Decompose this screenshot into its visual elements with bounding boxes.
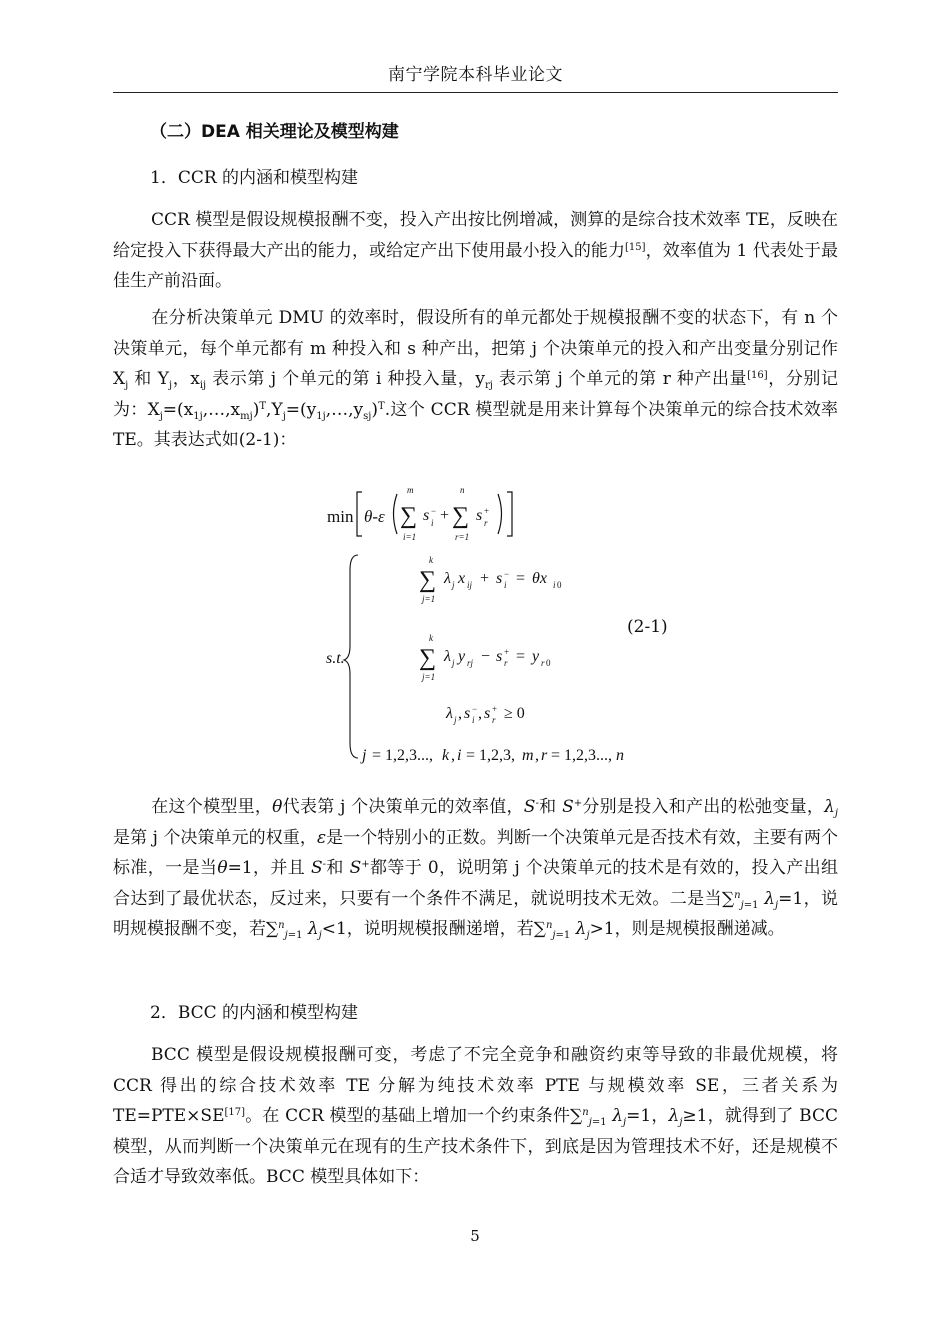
svg-text:j: j [452, 580, 455, 590]
paragraph-efficiency-criteria: 在这个模型里，θ代表第 j 个决策单元的效率值，S-和 S+分别是投入和产出的松弛变量，$\lambda_j$是第 j 个决策单元的权重，ε是一个特别小的正数。判断一个决策单元是否技术有效，主要有两个标准，一是当θ=1，并且 S-和 S+都等于 0，说明第 j 个决策单元的技术是有效的，投入产出组合达到了最优状态，反过来，只要有一个条件不满足，就说明技术无效。二是当∑$^n_{j=1}$ $\lambda_j=1$，说明规模报酬不变，若∑$^n_{j=1}$ $\lambda_j<1$，说明规模报酬递增，若∑$^n_{j=1}$ $\lambda_j>1$，则是规模报酬递减。 [113, 797, 839, 941]
svg-text:,: , [451, 747, 455, 764]
svg-text:i: i [472, 715, 475, 725]
svg-text:+: + [480, 570, 490, 587]
svg-text:−: − [481, 648, 491, 665]
st-label: s.t. [326, 650, 345, 667]
svg-text:−: − [431, 506, 437, 516]
svg-text:j=1: j=1 [422, 672, 436, 682]
svg-text:= 1,2,3,: = 1,2,3, [466, 747, 516, 764]
svg-text:s: s [496, 648, 503, 665]
svg-text:s: s [464, 705, 471, 722]
svg-text:=: = [516, 570, 526, 587]
svg-text:+: + [440, 507, 450, 524]
svg-text:k: k [429, 633, 433, 643]
svg-text:θx: θx [532, 570, 547, 587]
svg-text:x: x [458, 570, 466, 587]
svg-text:j: j [362, 747, 367, 764]
paragraph-ccr-definition: CCR 模型是假设规模报酬不变，投入产出按比例增减，测算的是综合技术效率 TE，反映在给定投入下获得最大产出的能力，或给定产出下使用最小投入的能力[15]，效率值为 1 代表处于最佳生产前沿面。 [113, 210, 838, 291]
svg-text:y: y [458, 648, 466, 665]
svg-text:i: i [553, 580, 556, 590]
svg-text:−: − [504, 569, 510, 579]
svg-text:+: + [484, 506, 490, 516]
svg-text:k: k [442, 747, 450, 764]
svg-text:i: i [431, 518, 434, 528]
svg-text:0: 0 [557, 580, 562, 590]
svg-text:i=1: i=1 [403, 532, 417, 542]
subsection-title-ccr: 1．CCR 的内涵和模型构建 [150, 168, 359, 188]
svg-text:λ: λ [444, 570, 451, 587]
svg-text:s: s [496, 570, 503, 587]
header-divider [113, 92, 838, 93]
svg-text:s: s [476, 507, 483, 524]
svg-text:λ: λ [444, 648, 451, 665]
svg-text:rj: rj [467, 658, 474, 668]
svg-text:= 1,2,3...,: = 1,2,3..., [372, 747, 434, 764]
page-header: 南宁学院本科毕业论文 [388, 65, 563, 85]
svg-text:k: k [429, 555, 433, 565]
svg-text:=: = [516, 648, 526, 665]
svg-text:r: r [541, 658, 545, 668]
svg-text:j=1: j=1 [422, 594, 436, 604]
svg-text:∑: ∑ [452, 503, 470, 529]
svg-text:λ: λ [446, 705, 453, 722]
svg-text:∑: ∑ [419, 645, 437, 671]
svg-text:min: min [327, 507, 354, 526]
svg-text:r: r [504, 658, 508, 668]
svg-text:y: y [532, 648, 540, 665]
svg-text:i: i [504, 580, 507, 590]
svg-text:,: , [478, 705, 482, 722]
svg-text:θ-ε: θ-ε [364, 507, 385, 526]
svg-text:≥ 0: ≥ 0 [504, 705, 525, 722]
svg-text:∑: ∑ [419, 567, 437, 593]
page-number: 5 [470, 1227, 480, 1245]
svg-text:ij: ij [467, 580, 473, 590]
svg-text:m: m [407, 485, 414, 495]
svg-text:0: 0 [546, 658, 551, 668]
svg-text:j: j [452, 658, 455, 668]
svg-text:r=1: r=1 [455, 532, 470, 542]
section-title: （二）DEA 相关理论及模型构建 [150, 122, 399, 142]
svg-text:s: s [423, 507, 430, 524]
svg-text:∑: ∑ [400, 503, 418, 529]
svg-text:i: i [457, 747, 462, 764]
svg-text:−: − [472, 704, 478, 714]
svg-text:+: + [492, 704, 498, 714]
svg-text:r: r [484, 518, 488, 528]
svg-text:= 1,2,3...,: = 1,2,3..., [551, 747, 613, 764]
paragraph-bcc-definition: BCC 模型是假设规模报酬可变，考虑了不完全竞争和融资约束等导致的非最优规模，将 CCR 得出的综合技术效率 TE 分解为纯技术效率 PTE 与规模效率 SE，三者关系为 TE=PTE×SE[17]。在 CCR 模型的基础上增加一个约束条件∑$^n_{j=1}$ $\lambda_j=1$，$\lambda_j\ge 1$，就得到了 BCC 模型，从而判断一个决策单元在现有的生产技术条件下，到底是因为管理技术不好，还是规模不合适才导致效率低。BCC 模型具体如下： [113, 1045, 839, 1187]
paragraph-ccr-variables: 在分析决策单元 DMU 的效率时，假设所有的单元都处于规模报酬不变的状态下，有 n 个决策单元，每个单元都有 m 种投入和 s 种产出，把第 j 个决策单元的投入和产出变量分别记作 $X_j$ 和 $Y_j$，$x_{ij}$ 表示第 j 个单元的第 i 种投入量，$y_{rj}$ 表示第 j 个单元的第 r 种产出量[16]，分别记为：$X_j=(x_{1j},\dots,x_{mj})^T,Y_j=(y_{1j},\dots,y_{sj})^T$.这个 CCR 模型就是用来计算每个决策单元的综合技术效率 TE。其表达式如(2-1)： [113, 308, 838, 450]
svg-text:+: + [504, 647, 510, 657]
equation-number: (2-1) [627, 617, 668, 637]
svg-text:m: m [522, 747, 534, 764]
svg-text:j: j [454, 715, 457, 725]
svg-text:s: s [484, 705, 491, 722]
svg-text:r: r [492, 715, 496, 725]
svg-text:,: , [458, 705, 462, 722]
svg-text:r: r [541, 747, 548, 764]
svg-text:,: , [535, 747, 539, 764]
svg-text:n: n [616, 747, 624, 764]
svg-text:n: n [460, 485, 465, 495]
subsection-title-bcc: 2．BCC 的内涵和模型构建 [150, 1003, 359, 1023]
